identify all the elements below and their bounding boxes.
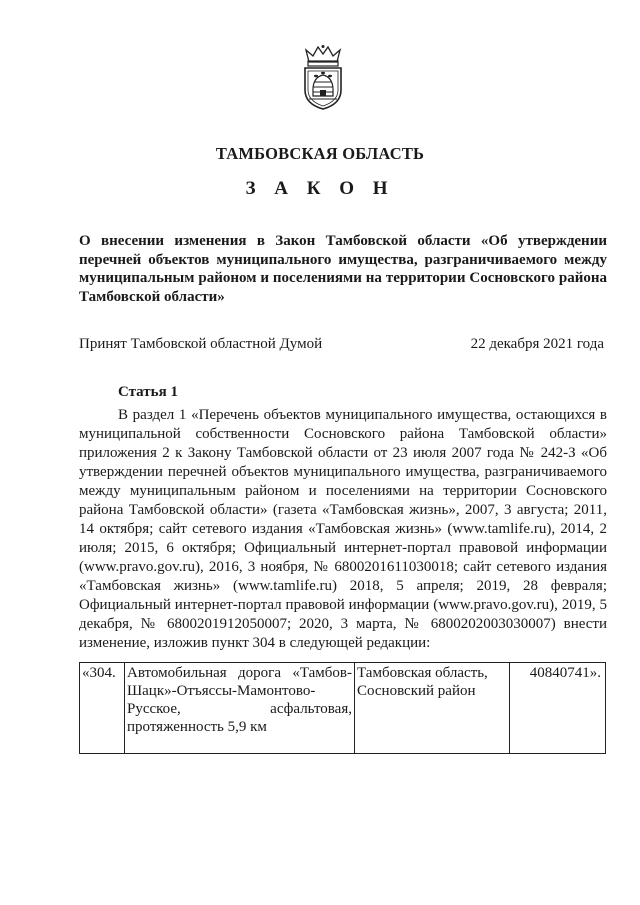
article-heading: Статья 1 — [118, 384, 178, 400]
law-heading: З А К О Н — [245, 178, 395, 199]
article-text: В раздел 1 «Перечень объектов муниципального имущества, остающихся в муниципальной собственности Сосновского района Тамбовской области» приложения 2 к Закону Тамбовской области от 23 июля 2007 года № 242-З «Об утверждении перечней объектов муниципального имущества, разграничиваемого между муниципальным районом и поселениями на территории Сосновского района Тамбовской области» (газета «Тамбовская жизнь», 2007, 3 августа; 2011, 14 октября; сайт сетевого издания «Тамбовская жизнь» (www.tamlife.ru), 2014, 2 июля; 2015, 6 октября; Официальный интернет-портал правовой информации (www.pravo.gov.ru), 2016, 3 ноября, № 6800201611030018; сайт сетевого издания «Тамбовская жизнь» (www.tamlife.ru) 2018, 5 апреля; 2019, 28 февраля; Официальный интернет-портал правовой информации (www.pravo.gov.ru), 2019, 5 декабря, № 6800201912050007; 2020, 3 марта, № 6800202003030007) внести изменение, изложив пункт 304 в следующей редакции: — [79, 407, 607, 651]
adoption-body: Принят Тамбовской областной Думой — [79, 336, 323, 352]
table-row — [80, 663, 606, 754]
property-table — [79, 662, 606, 754]
code-cell: 40840741». — [510, 663, 606, 754]
region-heading: ТАМБОВСКАЯ ОБЛАСТЬ — [215, 144, 425, 163]
address-cell: Тамбовская область, Сосновский район — [355, 663, 510, 754]
tambov-coat-of-arms-icon — [300, 44, 346, 110]
object-name-cell: Автомобильная дорога «Тамбов-Шацк»-Отъяссы-Мамонтово-Русское, асфальтовая, протяженность 5,9 км — [125, 663, 355, 754]
law-title: О внесении изменения в Закон Тамбовской области «Об утверждении перечней объектов муниципального имущества, разграничиваемого между муниципальным районом и поселениями на территории Сосновского района Тамбовской области» — [79, 233, 607, 305]
adoption-date: 22 декабря 2021 года — [470, 336, 604, 352]
item-number-cell: «304. — [80, 663, 125, 754]
